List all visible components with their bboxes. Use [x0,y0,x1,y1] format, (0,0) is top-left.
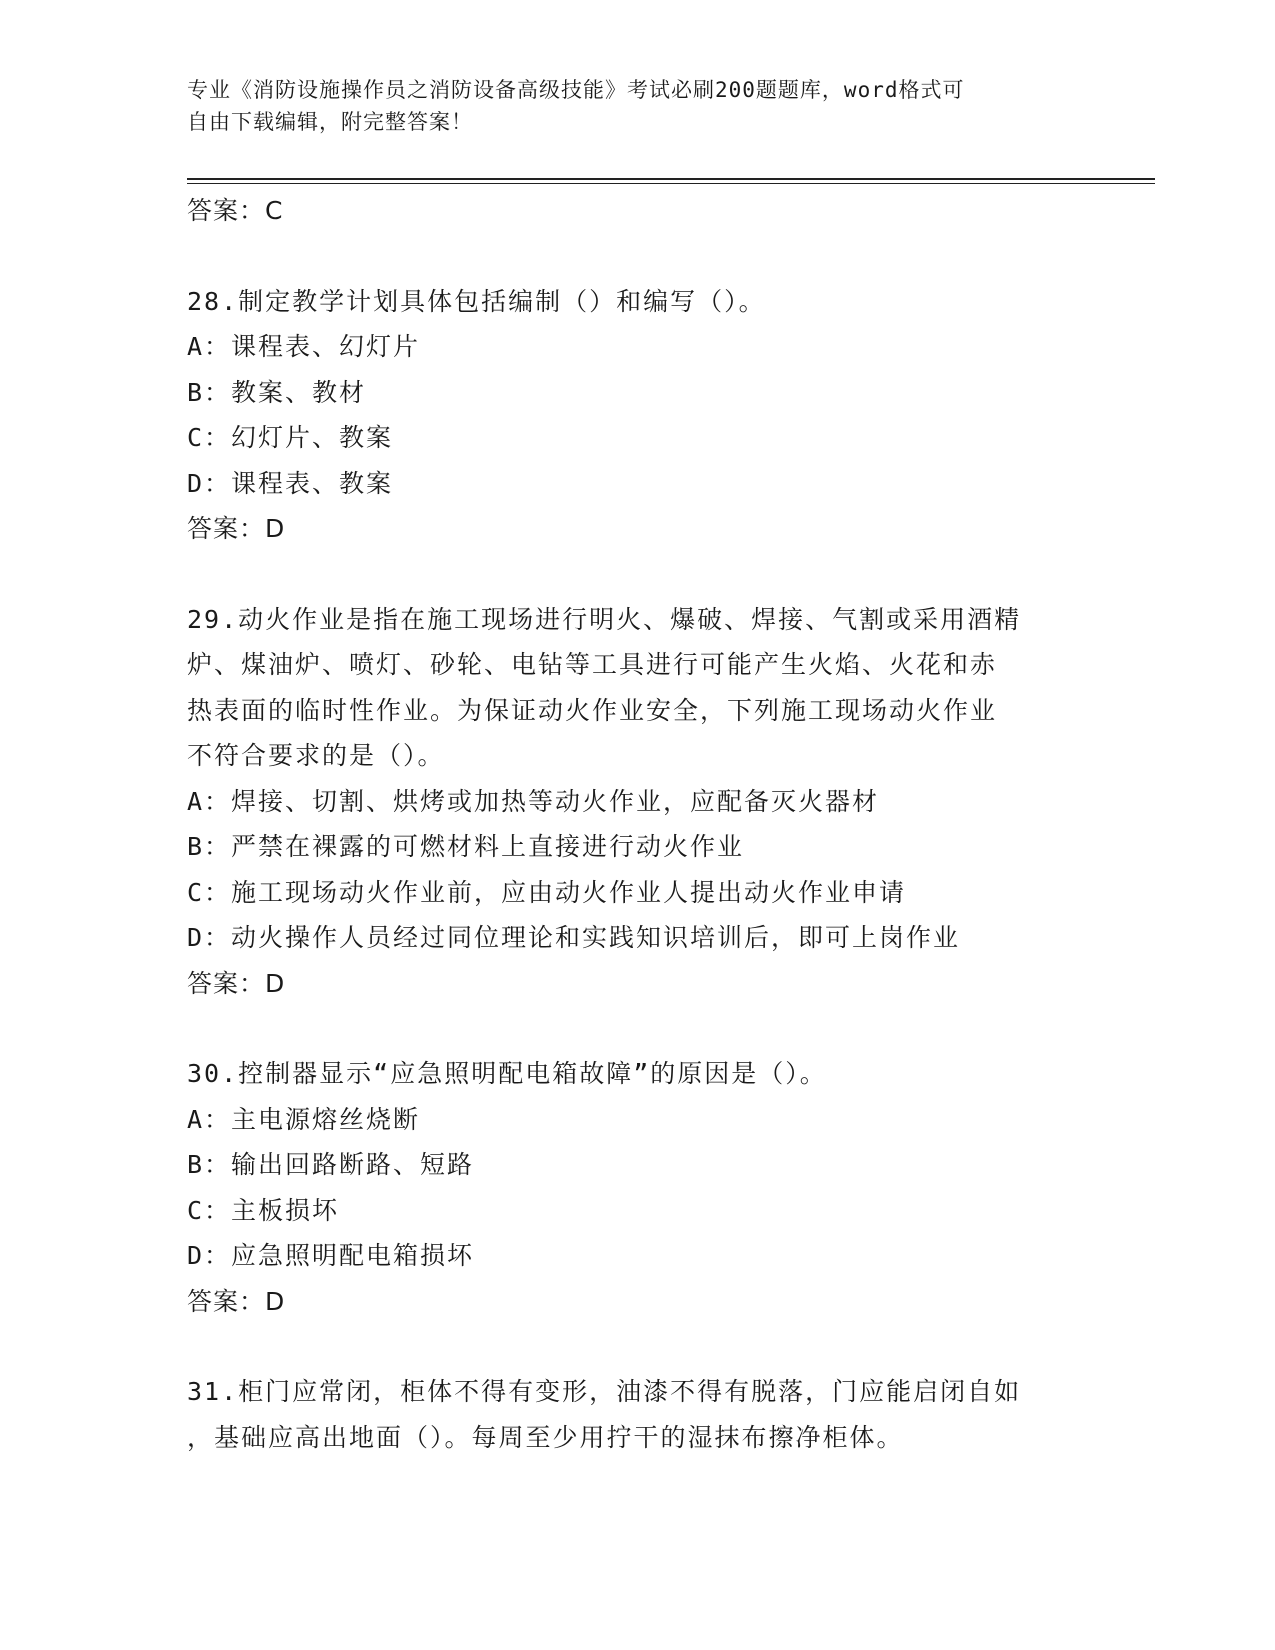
question-stem: 热表面的临时性作业。为保证动火作业安全，下列施工现场动火作业 [187,695,998,725]
answer-27: 答案：C [187,196,284,225]
option-c: C：主板损坏 [187,1195,340,1225]
question-stem: 31.柜门应常闭，柜体不得有变形，油漆不得有脱落，门应能启闭自如 [187,1377,1022,1406]
question-stem: 炉、煤油炉、喷灯、砂轮、电钻等工具进行可能产生火焰、火花和赤 [187,650,998,679]
answer: 答案：D [187,1286,286,1316]
question-28 [187,279,1087,552]
question-stem: 30.控制器显示“应急照明配电箱故障”的原因是（）。 [187,1059,827,1088]
question-29 [187,597,1087,1007]
option-d: D：动火操作人员经过同位理论和实践知识培训后，即可上岗作业 [187,923,961,952]
answer: 答案：D [187,514,286,543]
spacer [187,1006,1087,1051]
spacer [187,552,1087,597]
header-line-1: 专业《消防设施操作员之消防设备高级技能》考试必刷200题题库，word格式可 [187,78,965,102]
option-a: A：焊接、切割、烘烤或加热等动火作业，应配备灭火器材 [187,786,880,816]
option-a: A：主电源熔丝烧断 [187,1104,421,1134]
spacer [187,1324,1087,1369]
question-stem: 不符合要求的是（）。 [187,741,445,770]
option-c: C：幻灯片、教案 [187,423,394,452]
question-stem: 29.动火作业是指在施工现场进行明火、爆破、焊接、气割或采用酒精 [187,604,1022,634]
header-divider-thick [187,178,1155,180]
option-b: B：输出回路断路、短路 [187,1150,475,1179]
question-30 [187,1051,1087,1324]
document-header [187,74,1067,138]
header-divider-thin [187,183,1155,184]
option-d: D：课程表、教案 [187,468,394,498]
option-b: B：严禁在裸露的可燃材料上直接进行动火作业 [187,832,745,861]
question-stem: 28.制定教学计划具体包括编制（）和编写（）。 [187,286,766,316]
option-b: B：教案、教材 [187,377,367,407]
option-a: A：课程表、幻灯片 [187,332,421,361]
spacer [187,234,1087,279]
question-stem: ，基础应高出地面（）。每周至少用拧干的湿抹布擦净柜体。 [187,1422,904,1452]
answer: 答案：D [187,968,286,998]
header-line-2: 自由下载编辑，附完整答案！ [187,110,473,134]
document-body [187,188,1087,1460]
option-d: D：应急照明配电箱损坏 [187,1241,475,1270]
question-31 [187,1369,1087,1460]
option-c: C：施工现场动火作业前，应由动火作业人提出动火作业申请 [187,877,907,907]
